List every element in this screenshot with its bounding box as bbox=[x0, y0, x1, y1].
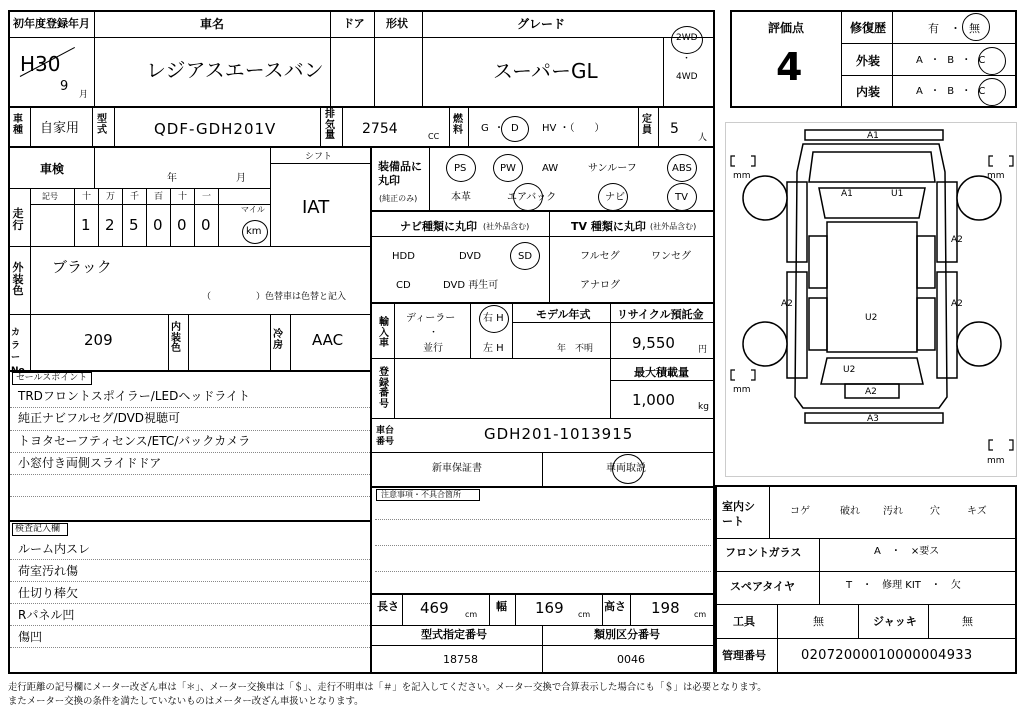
tv-fullseg: フルセグ bbox=[580, 251, 620, 262]
class-no-value: 0046 bbox=[617, 653, 645, 666]
usage-value: 自家用 bbox=[40, 121, 80, 136]
length-unit: cm bbox=[465, 610, 478, 619]
mileage-digit-4: 0 bbox=[153, 216, 163, 234]
mileage-unit-6: 一 bbox=[202, 192, 212, 202]
color-change-note: （ ）色替車は色替と記入 bbox=[202, 292, 347, 302]
capacity-label: 定員 bbox=[642, 114, 652, 136]
equip-airbag: エアバック bbox=[507, 192, 557, 203]
mileage-unit-3: 千 bbox=[130, 192, 140, 202]
inspector-note-1: ルーム内スレ bbox=[18, 542, 91, 556]
equip-leather: 本革 bbox=[451, 192, 471, 203]
tv-oneseg: ワンセグ bbox=[651, 251, 691, 262]
equip-pw-circle bbox=[493, 154, 523, 182]
width-unit: cm bbox=[578, 610, 591, 619]
width-value: 169 bbox=[535, 599, 564, 617]
svg-text:A1: A1 bbox=[841, 189, 853, 199]
sales-points-label: セールスポイント bbox=[16, 373, 88, 383]
sales-point-1: TRDフロントスポイラー/LEDヘッドライト bbox=[18, 389, 250, 403]
sales-point-3: トヨタセーフティセンス/ETC/バックカメラ bbox=[18, 434, 251, 448]
equip-sunroof: サンルーフ bbox=[588, 163, 637, 174]
equip-navi-circle bbox=[598, 183, 628, 211]
ac-label: 冷房 bbox=[273, 329, 283, 351]
color-no-value: 209 bbox=[84, 331, 113, 349]
repair-yes: 有 bbox=[928, 22, 939, 35]
navi-type-label: ナビ種類に丸印 bbox=[400, 220, 477, 233]
interior-color-label: 内装色 bbox=[171, 322, 181, 354]
length-value: 469 bbox=[420, 599, 449, 617]
class-no-label: 類別区分番号 bbox=[594, 628, 660, 641]
displacement-unit: CC bbox=[428, 132, 440, 141]
drive-2wd-circle bbox=[671, 26, 703, 54]
svg-text:A3: A3 bbox=[867, 414, 879, 424]
footer-note-2: またメーター交換の条件を満たしていないものはメーター改ざん車扱いとなります。 bbox=[8, 696, 364, 707]
svg-text:mm: mm bbox=[987, 456, 1005, 466]
inspection-year: 年 bbox=[167, 173, 177, 184]
capacity-unit: 人 bbox=[698, 133, 708, 143]
usage-label: 車種 bbox=[13, 114, 23, 136]
grade-value: スーパーGL bbox=[493, 59, 598, 83]
navi-dvd: DVD bbox=[459, 251, 482, 262]
manual-label: 車両取説 bbox=[606, 463, 646, 474]
mileage-digit-1: 1 bbox=[81, 216, 91, 234]
equip-airbag-circle bbox=[513, 183, 543, 211]
inspector-note-5: 傷凹 bbox=[18, 630, 43, 644]
tools-value: 無 bbox=[813, 615, 824, 628]
color-no-label: カラーNo. bbox=[11, 328, 29, 376]
svg-text:U2: U2 bbox=[843, 365, 856, 375]
mileage-unit-2: 万 bbox=[106, 192, 116, 202]
recycle-label: リサイクル預託金 bbox=[617, 308, 704, 321]
seat-label: 室内シート bbox=[722, 500, 755, 528]
type-no-label: 型式指定番号 bbox=[421, 628, 487, 641]
mgmt-label: 管理番号 bbox=[722, 649, 766, 662]
height-label: 高さ bbox=[604, 600, 626, 613]
repair-label: 修復歴 bbox=[850, 21, 887, 35]
type-no-value: 18758 bbox=[443, 653, 478, 666]
spare-opts: T ・ 修理 KIT ・ 欠 bbox=[846, 580, 961, 591]
length-label: 長さ bbox=[377, 600, 399, 613]
drive-dot: ・ bbox=[682, 54, 692, 64]
navi-sd-circle bbox=[510, 242, 540, 270]
warranty-label: 新車保証書 bbox=[432, 463, 482, 474]
shape-label: 形状 bbox=[386, 17, 408, 30]
height-unit: cm bbox=[694, 610, 707, 619]
reg-era: H30 bbox=[20, 52, 61, 76]
navi-dvd-play: DVD 再生可 bbox=[443, 280, 499, 291]
fuel-hv: HV ・（ ） bbox=[542, 123, 605, 134]
reg-month: 9 bbox=[60, 79, 69, 94]
repair-no-circle bbox=[962, 13, 990, 41]
import-right: 右 H bbox=[483, 313, 504, 324]
svg-text:A2: A2 bbox=[865, 387, 877, 397]
mileage-unit-1: 十 bbox=[82, 192, 92, 202]
max-load-unit: kg bbox=[698, 402, 709, 412]
fuel-label: 燃料 bbox=[453, 114, 463, 136]
manual-circle bbox=[612, 454, 644, 484]
svg-text:A2: A2 bbox=[781, 299, 793, 309]
mileage-digit-2: 2 bbox=[105, 216, 115, 234]
car-name-label: 車名 bbox=[200, 17, 225, 31]
inspector-note-2: 荷室汚れ傷 bbox=[18, 564, 79, 578]
inspector-note-3: 仕切り棒欠 bbox=[18, 586, 79, 600]
glass-label: フロントガラス bbox=[725, 546, 802, 559]
fuel-sep: ・ bbox=[494, 123, 504, 134]
fuel-g: G bbox=[481, 123, 489, 134]
ac-value: AAC bbox=[312, 331, 344, 349]
equip-abs-circle bbox=[667, 154, 697, 182]
inspector-note-4: Rパネル凹 bbox=[18, 608, 75, 622]
seat-opt-2: 破れ bbox=[840, 506, 860, 517]
import-dealer: ディーラー bbox=[406, 313, 456, 324]
glass-opts: A ・ ×要ス bbox=[874, 546, 940, 557]
equip-aw: AW bbox=[542, 163, 559, 174]
tools-label: 工具 bbox=[733, 615, 755, 628]
door-label: ドア bbox=[343, 17, 365, 30]
svg-text:A2: A2 bbox=[951, 299, 963, 309]
model-label: 型式 bbox=[97, 114, 107, 136]
seat-opt-3: 汚れ bbox=[883, 506, 903, 517]
exterior-color-label: 外装色 bbox=[12, 261, 24, 298]
jack-value: 無 bbox=[962, 615, 973, 628]
car-name: レジアスエースバン bbox=[146, 58, 324, 82]
equipment-sub: (純正のみ) bbox=[379, 194, 418, 203]
equip-tv-circle bbox=[667, 183, 697, 211]
import-label: 輸入車 bbox=[379, 317, 389, 349]
equip-ps: PS bbox=[454, 163, 467, 174]
width-label: 幅 bbox=[496, 600, 507, 613]
equip-tv: TV bbox=[675, 192, 688, 203]
fuel-d-circle bbox=[501, 116, 529, 142]
footer-note-1: 走行距離の記号欄にメーター改ざん車は「＊」、メーター交換車は「＄」、走行不明車は「＃」を記入してください。メーター交換で合算表示した場合にも「＄」は必要となります。 bbox=[8, 682, 767, 693]
svg-text:A1: A1 bbox=[867, 131, 879, 141]
reg-date-label: 初年度登録年月 bbox=[13, 17, 90, 30]
equip-ps-circle bbox=[446, 154, 476, 182]
drive-4wd: 4WD bbox=[676, 72, 698, 82]
mileage-unit-5: 十 bbox=[178, 192, 188, 202]
max-load-value: 1,000 bbox=[632, 391, 675, 409]
exterior-label: 外装 bbox=[856, 54, 881, 68]
model-year-value: 年 不明 bbox=[557, 344, 594, 354]
mileage-digit-6: 0 bbox=[201, 216, 211, 234]
score-label: 評価点 bbox=[768, 21, 805, 35]
exterior-color-value: ブラック bbox=[52, 258, 112, 276]
mileage-km-circle bbox=[242, 220, 268, 244]
fuel-d: D bbox=[511, 123, 519, 134]
max-load-label: 最大積載量 bbox=[634, 366, 689, 379]
svg-text:mm: mm bbox=[987, 171, 1005, 181]
jack-label: ジャッキ bbox=[873, 615, 917, 628]
interior-c-circle bbox=[978, 78, 1006, 106]
svg-text:mm: mm bbox=[733, 171, 751, 181]
tv-type-sub: (社外品含む) bbox=[650, 222, 697, 231]
mileage-digit-5: 0 bbox=[177, 216, 187, 234]
chassis-label: 車台番号 bbox=[376, 426, 395, 447]
displacement-label: 排気量 bbox=[325, 109, 335, 141]
seat-opt-4: 穴 bbox=[930, 506, 940, 517]
repair-no: 無 bbox=[969, 22, 980, 35]
tv-analog: アナログ bbox=[580, 280, 620, 291]
import-dot: ・ bbox=[429, 328, 439, 338]
navi-type-sub: (社外品含む) bbox=[483, 222, 530, 231]
equip-abs: ABS bbox=[672, 163, 692, 174]
navi-sd: SD bbox=[518, 251, 533, 262]
inspection-label: 車検 bbox=[40, 162, 65, 176]
exterior-grades: A ・ B ・ C bbox=[916, 55, 986, 66]
sales-point-2: 純正ナビフルセグ/DVD視聴可 bbox=[18, 411, 181, 425]
seat-opt-5: キズ bbox=[967, 506, 987, 517]
chassis-value: GDH201-1013915 bbox=[484, 425, 634, 443]
car-damage-diagram bbox=[725, 122, 1017, 477]
sales-point-4: 小窓付き両側スライドドア bbox=[18, 456, 162, 470]
shift-label: シフト bbox=[305, 152, 333, 162]
recycle-value: 9,550 bbox=[632, 334, 675, 352]
tv-type-label: TV 種類に丸印 bbox=[571, 220, 646, 233]
inspector-label: 検査記入欄 bbox=[15, 524, 61, 534]
height-value: 198 bbox=[651, 599, 680, 617]
navi-hdd: HDD bbox=[392, 251, 415, 262]
svg-text:A2: A2 bbox=[951, 235, 963, 245]
import-parallel: 並行 bbox=[423, 343, 443, 354]
interior-grades: A ・ B ・ C bbox=[916, 86, 986, 97]
mgmt-value: 02072000010000004933 bbox=[801, 648, 973, 663]
spare-label: スペアタイヤ bbox=[730, 580, 796, 593]
registration-label: 登録番号 bbox=[379, 367, 389, 410]
model-year-label: モデル年式 bbox=[536, 308, 591, 321]
equipment-label: 装備品に丸印 bbox=[378, 160, 422, 188]
import-left: 左 H bbox=[483, 343, 504, 354]
mileage-unit-4: 百 bbox=[154, 192, 164, 202]
exterior-c-circle bbox=[978, 47, 1006, 75]
capacity-value: 5 bbox=[670, 121, 679, 137]
grade-label: グレード bbox=[517, 17, 566, 31]
mileage-mile: マイル bbox=[241, 205, 265, 214]
mileage-digit-3: 5 bbox=[129, 216, 139, 234]
displacement-value: 2754 bbox=[362, 121, 398, 137]
mileage-kigo: 記号 bbox=[42, 192, 58, 201]
shift-value: IAT bbox=[302, 197, 330, 218]
svg-text:U2: U2 bbox=[865, 313, 878, 323]
notes-label: 注意事項・不具合箇所 bbox=[381, 490, 461, 499]
svg-text:U1: U1 bbox=[891, 189, 904, 199]
reg-month-unit: 月 bbox=[79, 90, 89, 100]
interior-label: 内装 bbox=[856, 85, 881, 99]
mileage-km: km bbox=[246, 226, 262, 237]
inspection-month: 月 bbox=[236, 173, 246, 184]
drive-2wd: 2WD bbox=[676, 33, 698, 43]
score-value: 4 bbox=[776, 45, 803, 89]
svg-text:mm: mm bbox=[733, 385, 751, 395]
seat-opt-1: コゲ bbox=[790, 506, 810, 517]
repair-sep: ・ bbox=[950, 22, 961, 35]
equip-pw: PW bbox=[500, 163, 516, 174]
navi-cd: CD bbox=[396, 280, 411, 291]
model-value: QDF-GDH201V bbox=[154, 120, 277, 138]
mileage-label: 走行 bbox=[12, 207, 24, 232]
import-right-circle bbox=[479, 305, 509, 333]
recycle-unit: 円 bbox=[698, 345, 708, 355]
equip-navi: ナビ bbox=[605, 192, 625, 203]
